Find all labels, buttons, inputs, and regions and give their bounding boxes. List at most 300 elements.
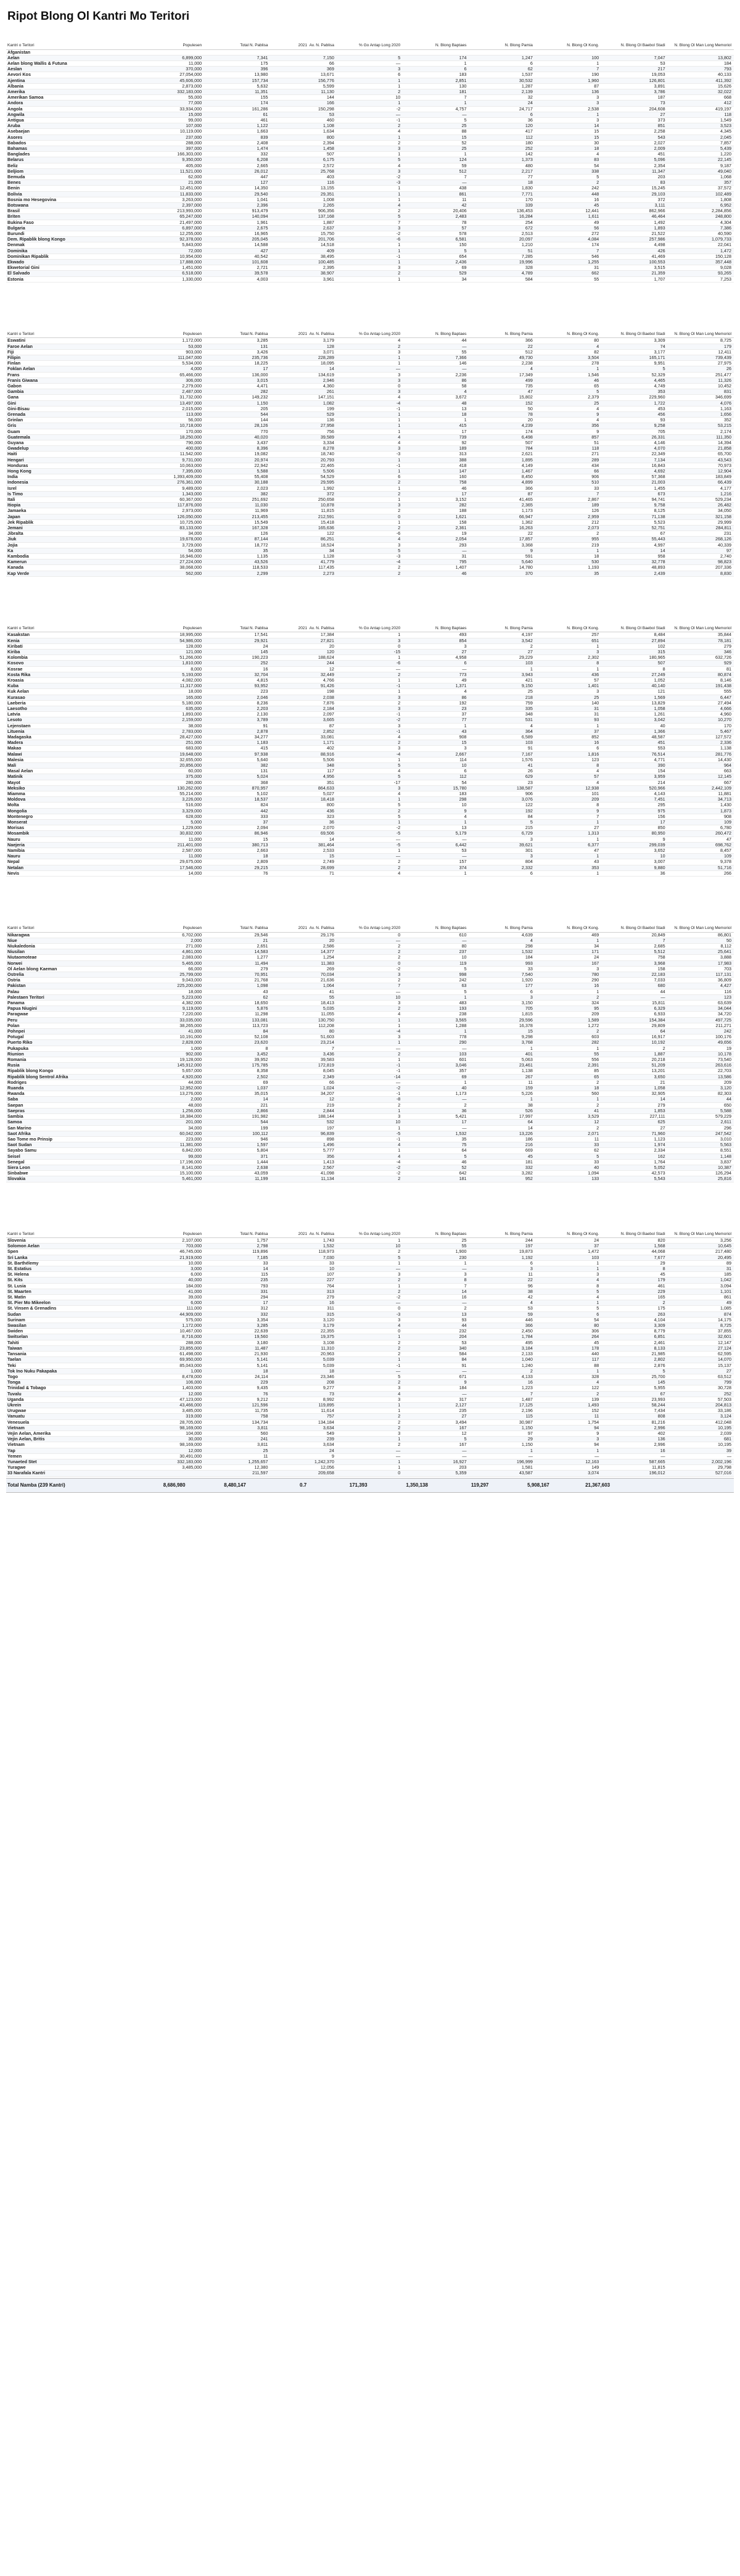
table-cell: 2,483 xyxy=(403,214,469,220)
table-cell: 6,518,000 xyxy=(138,271,204,276)
table-cell: -4 xyxy=(337,751,403,757)
table-cell: 45,606,000 xyxy=(138,78,204,83)
table-cell: 100,485 xyxy=(271,260,337,265)
table-cell: 40 xyxy=(601,723,667,729)
table-cell: 3,650 xyxy=(601,1074,667,1080)
table-row xyxy=(6,1295,734,1300)
table-cell: 122 xyxy=(535,1385,601,1391)
total-peak-publishers: 8,480,147 xyxy=(224,1482,246,1488)
table-row xyxy=(6,1057,734,1063)
table-cell: 4,382,000 xyxy=(138,1001,204,1006)
table-row xyxy=(6,780,734,785)
table-cell: 31 xyxy=(535,706,601,712)
table-row xyxy=(6,508,734,514)
table-cell: 2 xyxy=(403,1306,469,1311)
table-cell: 735 xyxy=(469,383,535,389)
table-cell: 5,506 xyxy=(271,469,337,474)
table-cell: 136 xyxy=(535,89,601,94)
table-cell: 65,247,000 xyxy=(138,214,204,220)
table-cell: 799 xyxy=(668,1380,734,1385)
table-cell: 130 xyxy=(403,83,469,89)
table-cell: 41,098 xyxy=(271,1171,337,1176)
country-name: Denmak xyxy=(6,242,138,248)
table-cell: 39,583 xyxy=(271,1057,337,1063)
table-cell: 1 xyxy=(337,83,403,89)
table-cell: 13 xyxy=(403,825,469,831)
table-cell: 6 xyxy=(403,661,469,666)
table-cell: 1 xyxy=(535,366,601,372)
table-cell: 315 xyxy=(271,1311,337,1317)
table-cell: 22,145 xyxy=(668,157,734,163)
table-cell: 1 xyxy=(337,248,403,254)
table-cell: 3 xyxy=(469,854,535,859)
table-cell: 1 xyxy=(337,418,403,423)
table-cell: 15,780 xyxy=(403,785,469,791)
table-cell: 237,000 xyxy=(138,134,204,140)
table-row xyxy=(6,254,734,259)
table-cell: — xyxy=(403,112,469,117)
table-cell: 11,055 xyxy=(271,1012,337,1017)
table-cell: 1,815 xyxy=(469,1012,535,1017)
table-cell: 366 xyxy=(469,485,535,491)
table-cell: 366 xyxy=(469,1323,535,1329)
table-row xyxy=(6,446,734,452)
table-cell: 4,899 xyxy=(469,480,535,485)
table-cell: 24,717 xyxy=(469,106,535,112)
table-cell: 17 xyxy=(403,491,469,497)
table-cell: 95 xyxy=(535,1006,601,1012)
table-cell: 138,587 xyxy=(469,785,535,791)
country-name: Tansania xyxy=(6,1352,138,1357)
country-name: Madagaska xyxy=(6,735,138,740)
table-cell: 1 xyxy=(403,1260,469,1266)
table-cell: 2,513 xyxy=(469,231,535,237)
table-cell: 5,512 xyxy=(601,949,667,955)
table-cell: 5,632 xyxy=(204,83,270,89)
table-cell: 1,330,000 xyxy=(138,276,204,282)
table-cell: 507 xyxy=(601,661,667,666)
table-cell: 4,997 xyxy=(601,542,667,548)
table-cell: — xyxy=(535,1453,601,1459)
table-cell: 41,000 xyxy=(138,1029,204,1034)
table-cell xyxy=(138,49,204,55)
table-cell: 51,266,000 xyxy=(138,655,204,661)
table-cell: 1,576 xyxy=(469,757,535,762)
table-cell: 198 xyxy=(271,689,337,695)
table-cell: 356 xyxy=(535,423,601,429)
table-cell: 121,000 xyxy=(138,649,204,654)
table-cell: 189 xyxy=(535,503,601,508)
table-cell: 159 xyxy=(469,1086,535,1091)
table-cell: 34 xyxy=(403,276,469,282)
table-cell: 4,920,000 xyxy=(138,1074,204,1080)
table-cell: 412 xyxy=(668,101,734,106)
table-cell: 20,406 xyxy=(403,208,469,214)
table-cell: 4,789 xyxy=(469,271,535,276)
table-cell: 2,107,000 xyxy=(138,1238,204,1244)
table-cell: 254 xyxy=(469,220,535,225)
table-cell: 9,258 xyxy=(601,423,667,429)
table-cell: 2 xyxy=(535,1029,601,1034)
table-cell: 1,008 xyxy=(271,197,337,202)
table-cell: 52,108 xyxy=(204,1034,270,1040)
table-cell: 4 xyxy=(535,1380,601,1385)
table-cell: 16 xyxy=(469,1380,535,1385)
table-cell: 113,000 xyxy=(138,411,204,417)
country-name: Niukaledonia xyxy=(6,944,138,949)
table-cell: 4,861,000 xyxy=(138,949,204,955)
table-row xyxy=(6,237,734,242)
table-cell: 25 xyxy=(469,689,535,695)
table-cell: -2 xyxy=(337,1295,403,1300)
table-cell: 400,000 xyxy=(138,446,204,452)
table-row xyxy=(6,836,734,842)
country-name: Nauru xyxy=(6,854,138,859)
table-cell: 23,993 xyxy=(601,1397,667,1402)
table-cell: 5,506 xyxy=(271,757,337,762)
table-cell: 47 xyxy=(469,389,535,395)
table-cell: 209 xyxy=(535,797,601,803)
table-cell: 25 xyxy=(403,1238,469,1244)
table-cell: 3,000 xyxy=(138,1266,204,1272)
table-cell: 3,285 xyxy=(204,338,270,344)
table-cell: — xyxy=(337,60,403,66)
table-row xyxy=(6,1165,734,1170)
table-cell: 24 xyxy=(535,955,601,960)
table-row xyxy=(6,1334,734,1340)
table-cell: 2,586 xyxy=(271,944,337,949)
table-cell: 118 xyxy=(668,112,734,117)
country-name: Kuba xyxy=(6,683,138,689)
table-cell: 48,893 xyxy=(601,565,667,571)
table-cell: 453 xyxy=(601,406,667,411)
table-cell: -6 xyxy=(337,237,403,242)
table-cell: 642 xyxy=(403,1171,469,1176)
table-cell: 21,003 xyxy=(601,480,667,485)
table-cell: 526 xyxy=(469,1108,535,1113)
table-cell: 2,000 xyxy=(138,938,204,943)
table-cell: 40,339 xyxy=(668,542,734,548)
table-cell: 86 xyxy=(403,378,469,383)
table-cell: 189 xyxy=(403,446,469,452)
table-cell: 3,529 xyxy=(535,1114,601,1120)
table-cell: 2,587,000 xyxy=(138,848,204,854)
country-name: Dem. Ripablik blong Kongo xyxy=(6,237,138,242)
table-cell: 131 xyxy=(204,769,270,774)
country-name: St. Estatius xyxy=(6,1266,138,1272)
table-cell: 62,595 xyxy=(668,1352,734,1357)
table-cell: 172,819 xyxy=(271,1063,337,1068)
table-cell: 2,876 xyxy=(601,1363,667,1368)
table-cell: — xyxy=(403,1266,469,1272)
table-row xyxy=(6,689,734,695)
table-cell: 555 xyxy=(668,689,734,695)
table-cell: 174 xyxy=(204,101,270,106)
table-cell: 55,000 xyxy=(138,95,204,101)
table-cell: 1 xyxy=(403,1080,469,1085)
table-cell: 12,255,000 xyxy=(138,231,204,237)
table-cell: -3 xyxy=(337,452,403,457)
country-name: Kanada xyxy=(6,565,138,571)
table-cell: 46 xyxy=(403,485,469,491)
table-cell: 780 xyxy=(535,972,601,978)
table-cell: 12,000 xyxy=(138,1448,204,1453)
table-cell: 3 xyxy=(337,695,403,700)
table-cell: 4 xyxy=(337,202,403,208)
country-name: Slovenia xyxy=(6,1238,138,1244)
table-row xyxy=(6,994,734,1000)
table-cell: 241 xyxy=(204,1437,270,1442)
country-table xyxy=(6,31,734,283)
table-cell: 23 xyxy=(469,780,535,785)
country-name: Guatemala xyxy=(6,434,138,440)
table-cell: 2,159,000 xyxy=(138,717,204,723)
table-cell: 15 xyxy=(469,1029,535,1034)
country-name: Briten xyxy=(6,214,138,220)
table-cell: 12,145 xyxy=(668,774,734,780)
table-cell: 6,899,000 xyxy=(138,55,204,60)
table-cell: 2,675 xyxy=(204,225,270,231)
country-name: Mosambik xyxy=(6,831,138,836)
table-cell: 23,346 xyxy=(271,1374,337,1379)
table-cell: 4,666 xyxy=(668,706,734,712)
table-cell: 3 xyxy=(535,101,601,106)
table-cell: 1,403,000 xyxy=(138,1385,204,1391)
country-name: Norwei xyxy=(6,960,138,966)
table-cell: 38,907 xyxy=(271,271,337,276)
table-cell: 469 xyxy=(535,932,601,938)
table-cell: 41,465 xyxy=(469,497,535,503)
table-cell: 1 xyxy=(337,469,403,474)
table-cell: 4,146 xyxy=(601,440,667,445)
table-cell: 1 xyxy=(337,497,403,503)
table-cell: 30,188 xyxy=(204,480,270,485)
table-cell: 134,619 xyxy=(271,372,337,378)
table-cell: 11,521,000 xyxy=(138,168,204,174)
table-cell: 9,378 xyxy=(668,859,734,865)
table-cell: 29,999 xyxy=(668,519,734,525)
table-cell: 39,952 xyxy=(204,1057,270,1063)
table-cell: 370,000 xyxy=(138,67,204,72)
table-cell: 5 xyxy=(403,1154,469,1159)
table-cell: 1,108 xyxy=(271,123,337,129)
table-cell: 3,959 xyxy=(601,774,667,780)
table-cell: 11,494 xyxy=(204,960,270,966)
table-cell: 55 xyxy=(403,1244,469,1249)
table-cell: 81 xyxy=(668,666,734,672)
column-header: N. Blong Ol Baebol Stadi xyxy=(601,31,667,49)
table-cell: 1 xyxy=(403,418,469,423)
table-row xyxy=(6,712,734,717)
table-cell: 438 xyxy=(403,186,469,191)
table-row xyxy=(6,1006,734,1012)
table-cell: 9,150 xyxy=(469,683,535,689)
table-cell: 1,254 xyxy=(271,955,337,960)
table-cell: 209 xyxy=(535,1012,601,1017)
table-cell: 2 xyxy=(469,643,535,649)
table-cell: 758 xyxy=(403,480,469,485)
country-name: Tahiti xyxy=(6,1340,138,1345)
country-name: Kamerun xyxy=(6,559,138,565)
table-cell: 10 xyxy=(403,955,469,960)
table-cell: 12,163 xyxy=(535,1459,601,1464)
table-cell: 36,809 xyxy=(668,978,734,983)
table-cell: 993 xyxy=(469,960,535,966)
table-cell: 11,199 xyxy=(204,1176,270,1182)
table-cell: 17,541 xyxy=(204,632,270,638)
table-cell: 60,042,000 xyxy=(138,1131,204,1136)
table-cell: 4 xyxy=(337,163,403,168)
table-cell: 9,435 xyxy=(204,1385,270,1391)
country-name: Foklan Aelan xyxy=(6,366,138,372)
table-cell: — xyxy=(337,1368,403,1374)
table-cell: 9,951 xyxy=(601,361,667,366)
table-cell: 1,569 xyxy=(601,695,667,700)
table-cell: 4 xyxy=(403,389,469,395)
table-row xyxy=(6,1414,734,1419)
table-cell: 21,858 xyxy=(668,446,734,452)
table-cell: 45 xyxy=(535,202,601,208)
table-cell: 3 xyxy=(337,446,403,452)
table-cell: 43 xyxy=(535,859,601,865)
table-cell: 37,572 xyxy=(668,186,734,191)
table-cell: 2,487,000 xyxy=(138,389,204,395)
table-cell: 9 xyxy=(403,808,469,814)
table-cell: 196,012 xyxy=(601,1471,667,1476)
table-row xyxy=(6,1368,734,1374)
table-cell: 2,996 xyxy=(601,1442,667,1448)
table-cell: 188,624 xyxy=(271,655,337,661)
table-cell: 124 xyxy=(403,157,469,163)
table-cell: 41,469 xyxy=(601,254,667,259)
table-cell: — xyxy=(337,836,403,842)
table-cell: 18,537 xyxy=(204,797,270,803)
table-cell: 11,614 xyxy=(271,1408,337,1414)
table-cell: 19,375 xyxy=(271,1334,337,1340)
country-name: Sambia xyxy=(6,1114,138,1120)
table-cell: 18 xyxy=(469,180,535,186)
table-cell: 134,734 xyxy=(204,1419,270,1425)
table-row xyxy=(6,1249,734,1255)
table-cell: 2,365 xyxy=(469,503,535,508)
country-name: Gambia xyxy=(6,389,138,395)
table-cell: 480 xyxy=(469,163,535,168)
table-cell: 65,466,000 xyxy=(138,372,204,378)
table-cell: 3,108 xyxy=(271,1340,337,1345)
table-cell: 21 xyxy=(204,938,270,943)
table-cell: 8,484 xyxy=(601,632,667,638)
table-cell: 33 xyxy=(535,1142,601,1148)
table-cell: 27 xyxy=(403,649,469,654)
table-cell: 2,361 xyxy=(403,526,469,531)
table-cell: 3,634 xyxy=(271,1442,337,1448)
table-cell: 2,436 xyxy=(403,260,469,265)
table-cell: 103 xyxy=(535,1255,601,1260)
table-cell: 63,639 xyxy=(668,1001,734,1006)
table-row xyxy=(6,1471,734,1476)
table-cell: 22,041 xyxy=(668,242,734,248)
table-cell: 27,975 xyxy=(668,361,734,366)
table-cell: 7 xyxy=(469,1391,535,1397)
country-name: Rwanda xyxy=(6,1091,138,1097)
table-cell: -1 xyxy=(337,117,403,123)
table-cell: 1 xyxy=(337,632,403,638)
table-cell: 19,082 xyxy=(204,452,270,457)
table-cell: 290 xyxy=(535,978,601,983)
table-cell: 212,591 xyxy=(271,514,337,519)
table-cell: -5 xyxy=(337,1131,403,1136)
table-cell: 85,043,000 xyxy=(138,1363,204,1368)
table-cell: 1,467 xyxy=(469,469,535,474)
table-cell: 5 xyxy=(601,1368,667,1374)
country-name: Siera Leon xyxy=(6,1165,138,1170)
table-cell: 313 xyxy=(403,452,469,457)
table-cell: 19,560 xyxy=(204,1334,270,1340)
country-name: St. Pier Mo Mikeelon xyxy=(6,1300,138,1306)
country-name: Fiji xyxy=(6,349,138,355)
table-cell: -1 xyxy=(337,683,403,689)
column-header: Kantri o Teritori xyxy=(6,914,138,932)
table-cell: 24 xyxy=(271,1448,337,1453)
country-name: Kiriba xyxy=(6,649,138,654)
table-cell: 451 xyxy=(601,740,667,746)
table-cell: 529 xyxy=(271,411,337,417)
table-cell: 1 xyxy=(337,848,403,854)
table-cell: 348 xyxy=(271,763,337,769)
table-cell: 1,472 xyxy=(535,1249,601,1255)
table-cell: 82,303 xyxy=(668,1091,734,1097)
table-cell: -8 xyxy=(337,1097,403,1102)
total-row xyxy=(6,1478,734,1493)
table-cell: 2,000 xyxy=(138,1097,204,1102)
table-row xyxy=(6,983,734,989)
country-name: Gana xyxy=(6,395,138,400)
table-cell: 3 xyxy=(337,972,403,978)
table-cell: 9,043,000 xyxy=(138,978,204,983)
table-cell: 1 xyxy=(535,854,601,859)
table-cell: 374 xyxy=(403,865,469,870)
table-cell: 1,887 xyxy=(271,220,337,225)
table-cell: 1,546 xyxy=(535,372,601,378)
table-cell: 352 xyxy=(668,418,734,423)
table-cell: 63,512 xyxy=(668,1374,734,1379)
table-cell: 38,068,000 xyxy=(138,565,204,571)
table-cell: 298 xyxy=(403,797,469,803)
table-cell: 98,169,000 xyxy=(138,1442,204,1448)
table-cell: 929 xyxy=(668,661,734,666)
table-cell: 36 xyxy=(271,820,337,825)
table-cell: 1,242,370 xyxy=(271,1459,337,1464)
table-cell: 268,126 xyxy=(668,537,734,542)
table-cell: 1 xyxy=(337,1357,403,1363)
table-cell: 251,692 xyxy=(204,497,270,503)
table-cell: 756 xyxy=(271,429,337,434)
table-cell: 12,451,000 xyxy=(138,186,204,191)
table-cell: 8,992 xyxy=(271,1397,337,1402)
table-cell: 402 xyxy=(271,746,337,751)
table-cell: 1,000 xyxy=(138,1368,204,1374)
table-cell: 319,000 xyxy=(138,1414,204,1419)
country-name: Namibia xyxy=(6,848,138,854)
table-cell: 3 xyxy=(337,168,403,174)
table-cell: 120 xyxy=(271,649,337,654)
table-cell: 15,626 xyxy=(668,83,734,89)
table-cell: 5,777 xyxy=(271,1148,337,1154)
table-cell: 1 xyxy=(337,485,403,491)
table-cell: 328 xyxy=(469,265,535,271)
table-cell: 1,148 xyxy=(668,1154,734,1159)
table-cell: 3,015 xyxy=(204,378,270,383)
